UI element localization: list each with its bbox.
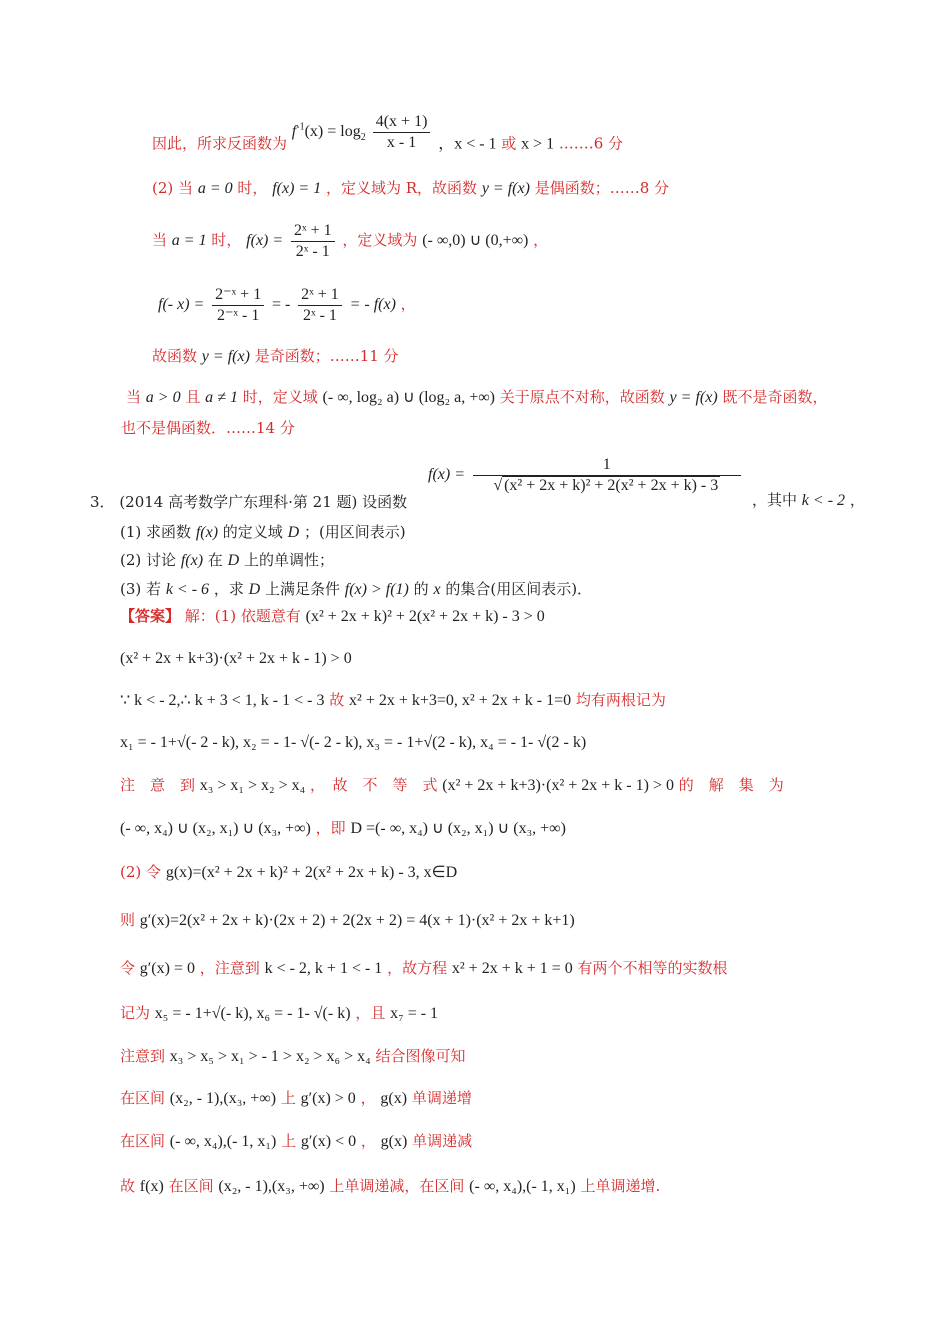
a1-domain: (- ∞,0) ∪ (0,+∞) bbox=[422, 232, 529, 249]
odd-check-line: f(- x) = $\frac{\text{2⁻ˣ + 1}}{\text{2⁻ˣ - 1}}$ = - $\frac{\text{2ˣ + 1}}{\text{2ˣ - 1}}$ = - f(x) ， bbox=[158, 285, 416, 324]
a1-function: f(x) = bbox=[246, 232, 284, 249]
answer-roots: x₁ = - 1+√(- 2 - k), x₂ = - 1- √(- 2 - k), x₃ = - 1+√(2 - k), x₄ = - 1- √(2 - k) bbox=[120, 734, 587, 751]
score-14: 也不是偶函数．……14 分 bbox=[121, 419, 295, 437]
answer-note: 注 意 到 x₃ > x₁ > x₂ > x₄ ， 故 不 等 式 (x² + 2x + k+3)·(x² + 2x + k - 1) > 0 的 解 集 为 bbox=[120, 776, 784, 794]
answer-roots-2: 记为 x₅ = - 1+√(- k), x₆ = - 1- √(- k) ，且 x₇ = - 1 bbox=[120, 1004, 439, 1022]
inverse-lead-text: 因此，所求反函数为 bbox=[152, 134, 288, 153]
answer-line-3: ∵ k < - 2,∴ k + 3 < 1, k - 1 < - 3 故 x² + 2x + k+3=0, x² + 2x + k - 1=0 均有两根记为 bbox=[120, 691, 666, 709]
q3-sub3: (3) 若 k < - 6 ，求 D 上满足条件 f(x) > f(1) 的 x 的集合(用区间表示)． bbox=[120, 580, 593, 598]
answer-final: 故 f(x) 在区间 (x₂, - 1),(x₃, +∞) 上单调递减，在区间 (- ∞, x₄),(- 1, x₁) 上单调递增. bbox=[120, 1177, 661, 1195]
score-11: 是奇函数；……11 分 bbox=[254, 347, 399, 365]
answer-zero: 令 g′(x) = 0 ，注意到 k < - 2, k + 1 < - 1 ，故方程 x² + 2x + k + 1 = 0 有两个不相等的实数根 bbox=[120, 959, 728, 977]
answer-tag: 【答案】 bbox=[120, 607, 181, 625]
answer-line-2: (x² + 2x + k+3)·(x² + 2x + k - 1) > 0 bbox=[120, 650, 352, 667]
answer-decreasing: 在区间 (- ∞, x₄),(- 1, x₁) 上 g′(x) < 0 ， g(x) 单调递减 bbox=[120, 1132, 473, 1150]
a0-function: f(x) = 1 bbox=[272, 180, 322, 197]
case-a1-line: 当 a = 1 时， f(x) = $\frac{\text{2ˣ + 1}}{\text{2ˣ - 1}}$ ，定义域为 (- ∞,0) ∪ (0,+∞) ， bbox=[152, 221, 549, 260]
inverse-formula: $f^{-1}(x) = \log_2$ bbox=[291, 122, 366, 144]
answer-order: 注意到 x₃ > x₅ > x₁ > - 1 > x₂ > x₆ > x₄ 结合图像可知 bbox=[120, 1047, 466, 1065]
q3-sub2: (2) 讨论 f(x) 在 D 上的单调性； bbox=[120, 551, 334, 569]
q3-stem: 3． (2014 高考数学广东理科·第 21 题) 设函数 bbox=[90, 493, 408, 511]
other-domain: (- ∞, log₂ a) ∪ (log₂ a, +∞) bbox=[322, 389, 495, 406]
score-6: .……6 分 bbox=[558, 134, 624, 153]
answer-line-1: 【答案】 解：(1) 依题意有 (x² + 2x + k)² + 2(x² + 2x + k) - 3 > 0 bbox=[120, 607, 545, 625]
a1-fraction: $\frac{\text{2ˣ + 1}}{\text{2ˣ - 1}}$ bbox=[291, 221, 335, 262]
answer-increasing: 在区间 (x₂, - 1),(x₃, +∞) 上 g′(x) > 0 ， g(x) 单调递增 bbox=[120, 1089, 472, 1107]
inverse-function-line bbox=[152, 112, 624, 162]
other-case-line-2 bbox=[121, 418, 295, 438]
q3-definition-formula: f(x) = $\frac{1}{\text{√ (x² + 2x + k)² + 2(x² + 2x + k) - 3}}$ bbox=[428, 450, 744, 498]
inverse-domain2: x > 1 bbox=[521, 135, 555, 153]
or-text: 或 bbox=[501, 134, 517, 153]
other-case-line: 当 a > 0 且 a ≠ 1 时，定义域 (- ∞, log₂ a) ∪ (log₂ a, +∞) 关于原点不对称，故函数 y = f(x) 既不是奇函数， bbox=[126, 388, 828, 406]
score-8: 是偶函数；……8 分 bbox=[534, 179, 670, 197]
odd-conclusion: 故函数 y = f(x) 是奇函数；……11 分 bbox=[152, 347, 399, 365]
answer-gp-def: 则 g′(x)=2(x² + 2x + k)·(2x + 2) + 2(2x + 2) = 4(x + 1)·(x² + 2x + k+1) bbox=[120, 911, 575, 929]
answer-g-def: (2) 令 g(x)=(x² + 2x + k)² + 2(x² + 2x + k) - 3, x∈D bbox=[120, 863, 458, 881]
answer-solution-set: (- ∞, x₄) ∪ (x₂, x₁) ∪ (x₃, +∞) ，即 D =(- ∞, x₄) ∪ (x₂, x₁) ∪ (x₃, +∞) bbox=[120, 819, 566, 837]
q3-number: 3． bbox=[90, 493, 115, 511]
case-a0-line: (2) 当 a = 0 时， f(x) = 1 ，定义域为 R，故函数 y = f(x) 是偶函数；……8 分 bbox=[152, 179, 670, 197]
inverse-fraction: $\frac{4(x + 1)}{x - 1}$ bbox=[373, 112, 431, 153]
q3-sub1: (1) 求函数 f(x) 的定义域 D ；(用区间表示) bbox=[120, 523, 406, 541]
q3-stem-end: ，其中 k < - 2 ， bbox=[752, 491, 865, 509]
inverse-domain: ，x < - 1 bbox=[438, 135, 497, 153]
a0-condition: a = 0 bbox=[197, 180, 233, 197]
